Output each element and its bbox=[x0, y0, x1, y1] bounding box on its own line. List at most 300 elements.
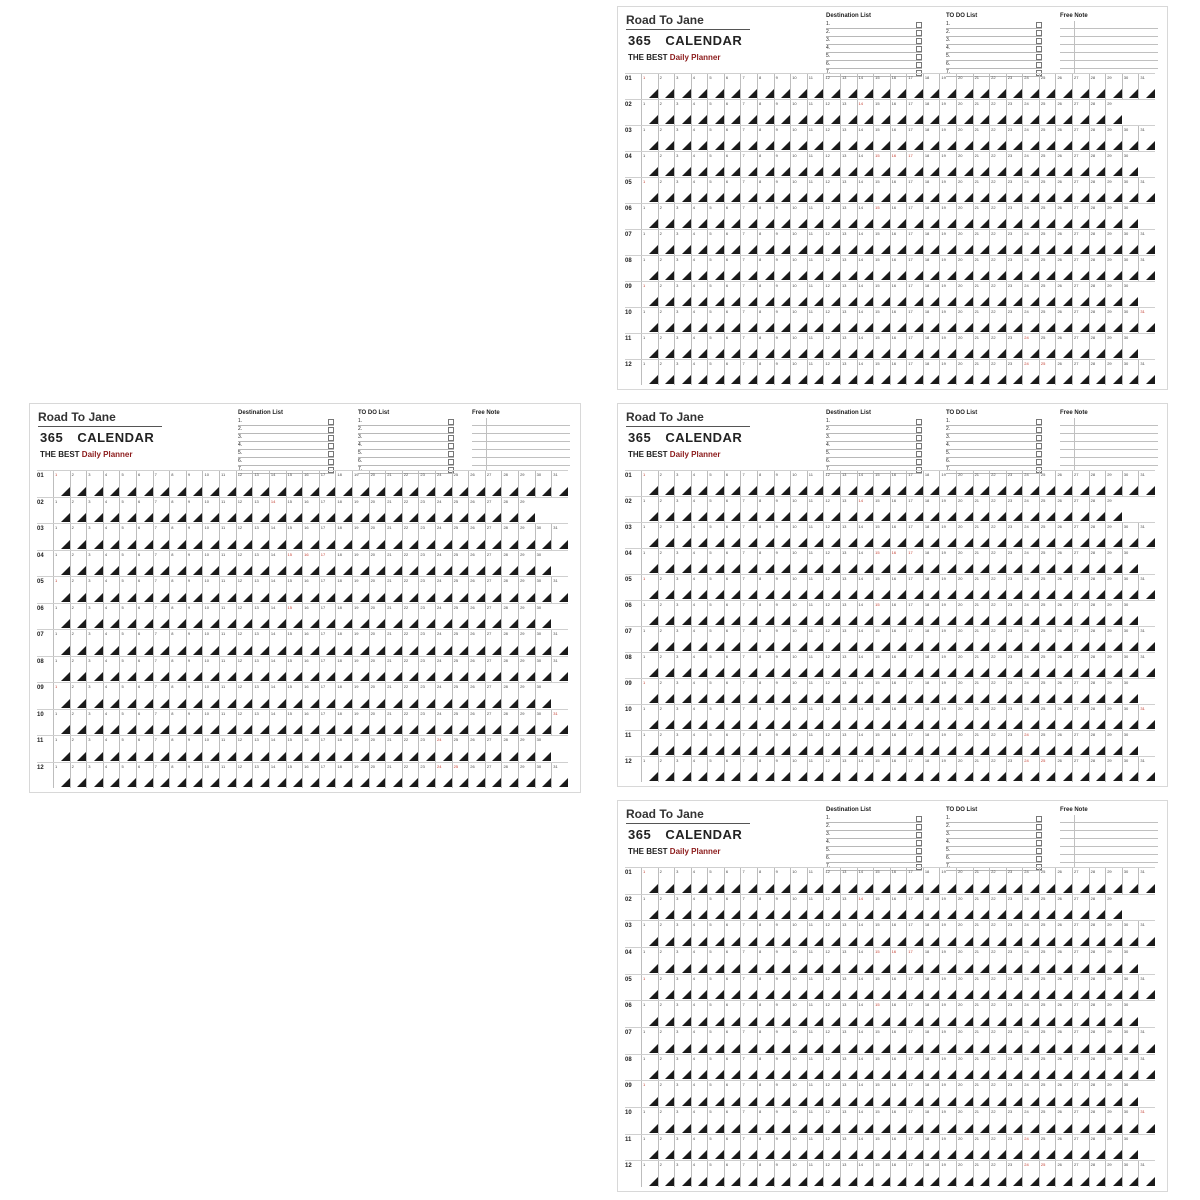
day-cell[interactable] bbox=[658, 334, 675, 359]
day-cell[interactable] bbox=[136, 551, 153, 577]
day-cell[interactable] bbox=[641, 204, 658, 229]
day-cell[interactable] bbox=[724, 1135, 741, 1161]
day-cell[interactable] bbox=[352, 710, 369, 736]
day-cell[interactable] bbox=[1138, 757, 1155, 782]
day-cell[interactable] bbox=[674, 178, 691, 203]
day-cell[interactable] bbox=[1122, 975, 1139, 1001]
checkbox-icon[interactable] bbox=[916, 451, 922, 457]
day-cell[interactable] bbox=[724, 74, 741, 99]
day-cell[interactable] bbox=[319, 683, 336, 709]
day-cell[interactable] bbox=[1055, 731, 1072, 756]
day-cell[interactable] bbox=[989, 100, 1006, 125]
day-cell[interactable] bbox=[691, 549, 708, 574]
day-cell[interactable] bbox=[890, 1001, 907, 1027]
list-line[interactable] bbox=[826, 831, 922, 839]
day-cell[interactable] bbox=[807, 126, 824, 151]
day-cell[interactable] bbox=[724, 1028, 741, 1054]
day-cell[interactable] bbox=[1072, 1135, 1089, 1161]
list-line[interactable] bbox=[826, 434, 922, 442]
day-cell[interactable] bbox=[1039, 868, 1056, 894]
day-cell[interactable] bbox=[939, 757, 956, 782]
checkbox-icon[interactable] bbox=[1036, 459, 1042, 465]
day-cell[interactable] bbox=[790, 100, 807, 125]
day-cell[interactable] bbox=[1105, 975, 1122, 1001]
day-cell[interactable] bbox=[1072, 471, 1089, 496]
day-cell[interactable] bbox=[807, 1108, 824, 1134]
day-cell[interactable] bbox=[973, 653, 990, 678]
day-cell[interactable] bbox=[1022, 360, 1039, 385]
day-cell[interactable] bbox=[707, 178, 724, 203]
day-cell[interactable] bbox=[369, 657, 386, 683]
day-cell[interactable] bbox=[906, 74, 923, 99]
day-cell[interactable] bbox=[973, 360, 990, 385]
day-cell[interactable] bbox=[1022, 256, 1039, 281]
day-cell[interactable] bbox=[724, 334, 741, 359]
day-cell[interactable] bbox=[707, 1055, 724, 1081]
day-cell[interactable] bbox=[906, 549, 923, 574]
day-cell[interactable] bbox=[840, 1081, 857, 1107]
day-cell[interactable] bbox=[219, 551, 236, 577]
day-cell[interactable] bbox=[740, 601, 757, 626]
day-cell[interactable] bbox=[70, 736, 87, 762]
day-cell[interactable] bbox=[1089, 948, 1106, 974]
list-line[interactable] bbox=[826, 61, 922, 69]
day-cell[interactable] bbox=[956, 868, 973, 894]
day-cell[interactable] bbox=[790, 757, 807, 782]
day-cell[interactable] bbox=[906, 1135, 923, 1161]
day-cell[interactable] bbox=[691, 497, 708, 522]
day-cell[interactable] bbox=[385, 763, 402, 789]
day-cell[interactable] bbox=[873, 1161, 890, 1187]
day-cell[interactable] bbox=[535, 736, 552, 762]
day-cell[interactable] bbox=[840, 921, 857, 947]
day-cell[interactable] bbox=[807, 549, 824, 574]
day-cell[interactable] bbox=[989, 152, 1006, 177]
day-cell[interactable] bbox=[1105, 256, 1122, 281]
day-cell[interactable] bbox=[923, 975, 940, 1001]
day-cell[interactable] bbox=[1105, 1028, 1122, 1054]
day-cell[interactable] bbox=[790, 308, 807, 333]
day-cell[interactable] bbox=[691, 868, 708, 894]
day-cell[interactable] bbox=[873, 1028, 890, 1054]
list-line[interactable] bbox=[946, 815, 1042, 823]
day-cell[interactable] bbox=[790, 471, 807, 496]
day-cell[interactable] bbox=[1039, 308, 1056, 333]
day-cell[interactable] bbox=[857, 152, 874, 177]
day-cell[interactable] bbox=[774, 178, 791, 203]
day-cell[interactable] bbox=[641, 627, 658, 652]
day-cell[interactable] bbox=[658, 948, 675, 974]
day-cell[interactable] bbox=[1006, 471, 1023, 496]
day-cell[interactable] bbox=[1006, 575, 1023, 600]
day-cell[interactable] bbox=[1089, 895, 1106, 921]
day-cell[interactable] bbox=[724, 256, 741, 281]
day-cell[interactable] bbox=[790, 679, 807, 704]
day-cell[interactable] bbox=[518, 630, 535, 656]
day-cell[interactable] bbox=[1105, 627, 1122, 652]
day-cell[interactable] bbox=[269, 763, 286, 789]
list-line[interactable] bbox=[358, 450, 454, 458]
day-cell[interactable] bbox=[906, 100, 923, 125]
list-line[interactable] bbox=[946, 434, 1042, 442]
day-cell[interactable] bbox=[252, 657, 269, 683]
day-cell[interactable] bbox=[352, 604, 369, 630]
day-cell[interactable] bbox=[1138, 975, 1155, 1001]
day-cell[interactable] bbox=[452, 524, 469, 550]
day-cell[interactable] bbox=[658, 178, 675, 203]
day-cell[interactable] bbox=[1072, 601, 1089, 626]
day-cell[interactable] bbox=[774, 948, 791, 974]
day-cell[interactable] bbox=[724, 549, 741, 574]
day-cell[interactable] bbox=[186, 736, 203, 762]
day-cell[interactable] bbox=[707, 679, 724, 704]
day-cell[interactable] bbox=[807, 256, 824, 281]
list-line[interactable] bbox=[946, 450, 1042, 458]
day-cell[interactable] bbox=[840, 282, 857, 307]
day-cell[interactable] bbox=[369, 736, 386, 762]
day-cell[interactable] bbox=[236, 604, 253, 630]
day-cell[interactable] bbox=[252, 683, 269, 709]
day-cell[interactable] bbox=[485, 604, 502, 630]
day-cell[interactable] bbox=[890, 1028, 907, 1054]
day-cell[interactable] bbox=[973, 1001, 990, 1027]
day-cell[interactable] bbox=[202, 577, 219, 603]
day-cell[interactable] bbox=[1105, 282, 1122, 307]
day-cell[interactable] bbox=[906, 1108, 923, 1134]
day-cell[interactable] bbox=[236, 471, 253, 497]
day-cell[interactable] bbox=[757, 868, 774, 894]
day-cell[interactable] bbox=[956, 1108, 973, 1134]
day-cell[interactable] bbox=[923, 1081, 940, 1107]
day-cell[interactable] bbox=[857, 679, 874, 704]
day-cell[interactable] bbox=[1022, 1108, 1039, 1134]
checkbox-icon[interactable] bbox=[1036, 22, 1042, 28]
day-cell[interactable] bbox=[402, 710, 419, 736]
day-cell[interactable] bbox=[973, 1028, 990, 1054]
day-cell[interactable] bbox=[641, 921, 658, 947]
day-cell[interactable] bbox=[119, 577, 136, 603]
day-cell[interactable] bbox=[873, 126, 890, 151]
day-cell[interactable] bbox=[485, 524, 502, 550]
day-cell[interactable] bbox=[707, 74, 724, 99]
day-cell[interactable] bbox=[807, 679, 824, 704]
day-cell[interactable] bbox=[385, 551, 402, 577]
day-cell[interactable] bbox=[956, 1055, 973, 1081]
checkbox-icon[interactable] bbox=[328, 459, 334, 465]
day-cell[interactable] bbox=[774, 1161, 791, 1187]
day-cell[interactable] bbox=[757, 1081, 774, 1107]
day-cell[interactable] bbox=[1006, 334, 1023, 359]
day-cell[interactable] bbox=[53, 471, 70, 497]
list-line[interactable] bbox=[238, 418, 334, 426]
day-cell[interactable] bbox=[302, 763, 319, 789]
checkbox-icon[interactable] bbox=[916, 54, 922, 60]
day-cell[interactable] bbox=[674, 497, 691, 522]
day-cell[interactable] bbox=[286, 657, 303, 683]
day-cell[interactable] bbox=[1122, 152, 1139, 177]
day-cell[interactable] bbox=[169, 498, 186, 524]
day-cell[interactable] bbox=[485, 683, 502, 709]
day-cell[interactable] bbox=[518, 498, 535, 524]
day-cell[interactable] bbox=[790, 204, 807, 229]
day-cell[interactable] bbox=[501, 657, 518, 683]
day-cell[interactable] bbox=[1006, 282, 1023, 307]
day-cell[interactable] bbox=[740, 895, 757, 921]
day-cell[interactable] bbox=[269, 551, 286, 577]
day-cell[interactable] bbox=[939, 895, 956, 921]
day-cell[interactable] bbox=[857, 653, 874, 678]
day-cell[interactable] bbox=[906, 575, 923, 600]
day-cell[interactable] bbox=[1072, 230, 1089, 255]
day-cell[interactable] bbox=[1022, 178, 1039, 203]
day-cell[interactable] bbox=[485, 471, 502, 497]
day-cell[interactable] bbox=[1105, 497, 1122, 522]
day-cell[interactable] bbox=[807, 471, 824, 496]
day-cell[interactable] bbox=[956, 575, 973, 600]
day-cell[interactable] bbox=[873, 1081, 890, 1107]
day-cell[interactable] bbox=[1006, 1028, 1023, 1054]
day-cell[interactable] bbox=[707, 1081, 724, 1107]
day-cell[interactable] bbox=[1006, 895, 1023, 921]
day-cell[interactable] bbox=[1072, 308, 1089, 333]
day-cell[interactable] bbox=[939, 1108, 956, 1134]
day-cell[interactable] bbox=[302, 471, 319, 497]
day-cell[interactable] bbox=[989, 601, 1006, 626]
day-cell[interactable] bbox=[890, 178, 907, 203]
day-cell[interactable] bbox=[989, 653, 1006, 678]
day-cell[interactable] bbox=[1122, 1161, 1139, 1187]
day-cell[interactable] bbox=[724, 653, 741, 678]
day-cell[interactable] bbox=[1122, 471, 1139, 496]
day-cell[interactable] bbox=[1055, 230, 1072, 255]
day-cell[interactable] bbox=[923, 549, 940, 574]
day-cell[interactable] bbox=[1072, 975, 1089, 1001]
day-cell[interactable] bbox=[1022, 921, 1039, 947]
day-cell[interactable] bbox=[153, 551, 170, 577]
day-cell[interactable] bbox=[452, 683, 469, 709]
day-cell[interactable] bbox=[1122, 178, 1139, 203]
day-cell[interactable] bbox=[790, 1108, 807, 1134]
day-cell[interactable] bbox=[319, 710, 336, 736]
day-cell[interactable] bbox=[973, 895, 990, 921]
day-cell[interactable] bbox=[1122, 334, 1139, 359]
day-cell[interactable] bbox=[857, 1081, 874, 1107]
day-cell[interactable] bbox=[973, 1055, 990, 1081]
day-cell[interactable] bbox=[790, 1055, 807, 1081]
day-cell[interactable] bbox=[1055, 308, 1072, 333]
day-cell[interactable] bbox=[890, 705, 907, 730]
day-cell[interactable] bbox=[724, 1055, 741, 1081]
day-cell[interactable] bbox=[1089, 868, 1106, 894]
day-cell[interactable] bbox=[956, 1135, 973, 1161]
day-cell[interactable] bbox=[1022, 74, 1039, 99]
day-cell[interactable] bbox=[923, 921, 940, 947]
checkbox-icon[interactable] bbox=[916, 38, 922, 44]
day-cell[interactable] bbox=[1022, 1161, 1039, 1187]
day-cell[interactable] bbox=[757, 679, 774, 704]
day-cell[interactable] bbox=[1022, 1055, 1039, 1081]
day-cell[interactable] bbox=[1039, 705, 1056, 730]
day-cell[interactable] bbox=[1022, 1001, 1039, 1027]
day-cell[interactable] bbox=[1022, 948, 1039, 974]
day-cell[interactable] bbox=[774, 100, 791, 125]
day-cell[interactable] bbox=[707, 705, 724, 730]
day-cell[interactable] bbox=[1138, 1055, 1155, 1081]
day-cell[interactable] bbox=[939, 1081, 956, 1107]
day-cell[interactable] bbox=[119, 736, 136, 762]
day-cell[interactable] bbox=[1105, 230, 1122, 255]
day-cell[interactable] bbox=[939, 523, 956, 548]
day-cell[interactable] bbox=[658, 1081, 675, 1107]
day-cell[interactable] bbox=[989, 256, 1006, 281]
day-cell[interactable] bbox=[153, 763, 170, 789]
day-cell[interactable] bbox=[119, 471, 136, 497]
day-cell[interactable] bbox=[641, 471, 658, 496]
day-cell[interactable] bbox=[1105, 1081, 1122, 1107]
day-cell[interactable] bbox=[501, 763, 518, 789]
day-cell[interactable] bbox=[1072, 679, 1089, 704]
day-cell[interactable] bbox=[352, 736, 369, 762]
day-cell[interactable] bbox=[973, 705, 990, 730]
day-cell[interactable] bbox=[501, 604, 518, 630]
day-cell[interactable] bbox=[857, 1161, 874, 1187]
day-cell[interactable] bbox=[1138, 471, 1155, 496]
day-cell[interactable] bbox=[707, 549, 724, 574]
day-cell[interactable] bbox=[740, 497, 757, 522]
day-cell[interactable] bbox=[840, 627, 857, 652]
day-cell[interactable] bbox=[1122, 523, 1139, 548]
day-cell[interactable] bbox=[740, 256, 757, 281]
day-cell[interactable] bbox=[202, 683, 219, 709]
day-cell[interactable] bbox=[641, 308, 658, 333]
checkbox-icon[interactable] bbox=[916, 856, 922, 862]
day-cell[interactable] bbox=[989, 334, 1006, 359]
day-cell[interactable] bbox=[1089, 1135, 1106, 1161]
day-cell[interactable] bbox=[674, 731, 691, 756]
day-cell[interactable] bbox=[286, 577, 303, 603]
day-cell[interactable] bbox=[452, 577, 469, 603]
day-cell[interactable] bbox=[807, 1055, 824, 1081]
day-cell[interactable] bbox=[501, 710, 518, 736]
day-cell[interactable] bbox=[641, 126, 658, 151]
day-cell[interactable] bbox=[1138, 74, 1155, 99]
day-cell[interactable] bbox=[674, 308, 691, 333]
day-cell[interactable] bbox=[1105, 100, 1122, 125]
list-line[interactable] bbox=[826, 839, 922, 847]
day-cell[interactable] bbox=[989, 360, 1006, 385]
day-cell[interactable] bbox=[269, 524, 286, 550]
checkbox-icon[interactable] bbox=[1036, 30, 1042, 36]
day-cell[interactable] bbox=[1072, 627, 1089, 652]
day-cell[interactable] bbox=[286, 683, 303, 709]
day-cell[interactable] bbox=[286, 736, 303, 762]
day-cell[interactable] bbox=[674, 948, 691, 974]
day-cell[interactable] bbox=[890, 256, 907, 281]
day-cell[interactable] bbox=[890, 601, 907, 626]
day-cell[interactable] bbox=[335, 657, 352, 683]
day-cell[interactable] bbox=[873, 523, 890, 548]
day-cell[interactable] bbox=[302, 524, 319, 550]
day-cell[interactable] bbox=[757, 523, 774, 548]
day-cell[interactable] bbox=[857, 282, 874, 307]
day-cell[interactable] bbox=[857, 757, 874, 782]
day-cell[interactable] bbox=[658, 230, 675, 255]
day-cell[interactable] bbox=[939, 152, 956, 177]
day-cell[interactable] bbox=[674, 100, 691, 125]
day-cell[interactable] bbox=[1055, 523, 1072, 548]
list-line[interactable] bbox=[826, 45, 922, 53]
day-cell[interactable] bbox=[468, 683, 485, 709]
day-cell[interactable] bbox=[1022, 204, 1039, 229]
day-cell[interactable] bbox=[452, 710, 469, 736]
day-cell[interactable] bbox=[1105, 1161, 1122, 1187]
day-cell[interactable] bbox=[641, 178, 658, 203]
day-cell[interactable] bbox=[923, 1001, 940, 1027]
day-cell[interactable] bbox=[103, 736, 120, 762]
day-cell[interactable] bbox=[724, 705, 741, 730]
day-cell[interactable] bbox=[286, 630, 303, 656]
day-cell[interactable] bbox=[369, 498, 386, 524]
day-cell[interactable] bbox=[724, 471, 741, 496]
day-cell[interactable] bbox=[468, 710, 485, 736]
day-cell[interactable] bbox=[1006, 679, 1023, 704]
day-cell[interactable] bbox=[890, 895, 907, 921]
day-cell[interactable] bbox=[989, 308, 1006, 333]
day-cell[interactable] bbox=[840, 1028, 857, 1054]
day-cell[interactable] bbox=[757, 126, 774, 151]
day-cell[interactable] bbox=[823, 627, 840, 652]
day-cell[interactable] bbox=[740, 731, 757, 756]
day-cell[interactable] bbox=[1072, 74, 1089, 99]
day-cell[interactable] bbox=[1105, 601, 1122, 626]
day-cell[interactable] bbox=[823, 731, 840, 756]
checkbox-icon[interactable] bbox=[328, 419, 334, 425]
day-cell[interactable] bbox=[890, 334, 907, 359]
day-cell[interactable] bbox=[136, 604, 153, 630]
day-cell[interactable] bbox=[1022, 653, 1039, 678]
day-cell[interactable] bbox=[807, 948, 824, 974]
day-cell[interactable] bbox=[1138, 523, 1155, 548]
day-cell[interactable] bbox=[956, 757, 973, 782]
day-cell[interactable] bbox=[956, 471, 973, 496]
day-cell[interactable] bbox=[939, 627, 956, 652]
day-cell[interactable] bbox=[1039, 1081, 1056, 1107]
day-cell[interactable] bbox=[70, 657, 87, 683]
day-cell[interactable] bbox=[1006, 549, 1023, 574]
day-cell[interactable] bbox=[923, 471, 940, 496]
day-cell[interactable] bbox=[1105, 731, 1122, 756]
list-line[interactable] bbox=[358, 458, 454, 466]
day-cell[interactable] bbox=[956, 74, 973, 99]
day-cell[interactable] bbox=[790, 282, 807, 307]
day-cell[interactable] bbox=[724, 360, 741, 385]
day-cell[interactable] bbox=[385, 683, 402, 709]
day-cell[interactable] bbox=[857, 627, 874, 652]
day-cell[interactable] bbox=[724, 282, 741, 307]
day-cell[interactable] bbox=[740, 1081, 757, 1107]
day-cell[interactable] bbox=[840, 868, 857, 894]
day-cell[interactable] bbox=[1072, 204, 1089, 229]
day-cell[interactable] bbox=[707, 230, 724, 255]
day-cell[interactable] bbox=[236, 577, 253, 603]
day-cell[interactable] bbox=[1089, 549, 1106, 574]
day-cell[interactable] bbox=[939, 868, 956, 894]
day-cell[interactable] bbox=[674, 549, 691, 574]
day-cell[interactable] bbox=[418, 551, 435, 577]
day-cell[interactable] bbox=[823, 334, 840, 359]
day-cell[interactable] bbox=[641, 757, 658, 782]
day-cell[interactable] bbox=[906, 731, 923, 756]
